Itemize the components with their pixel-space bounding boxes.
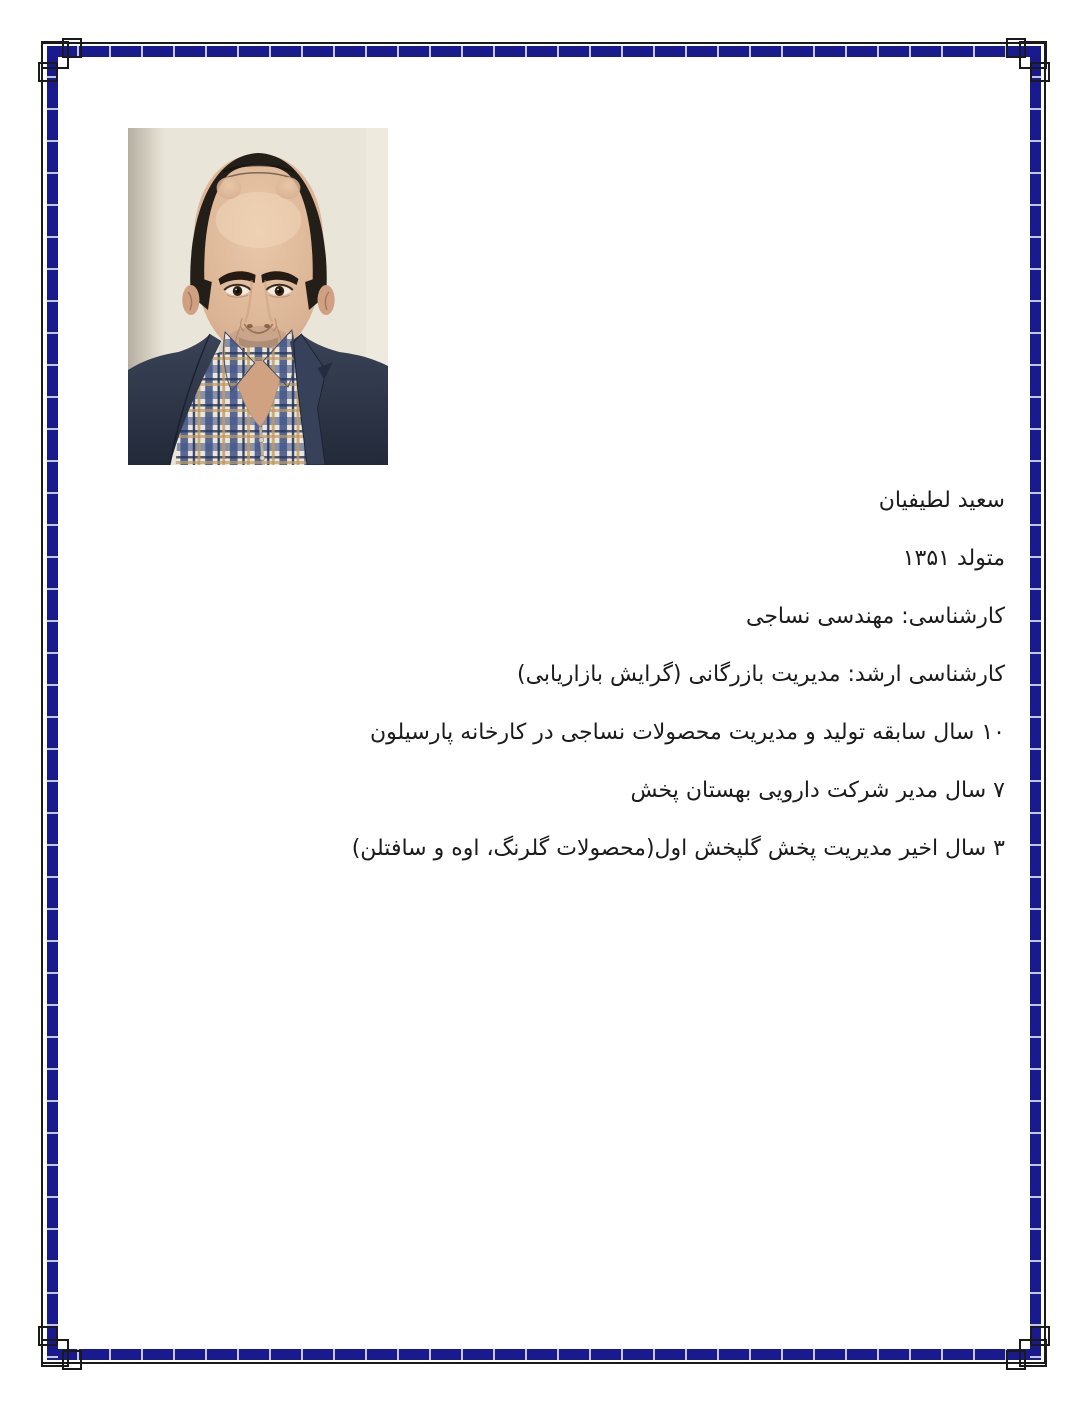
- border-corner-ornament: [62, 1350, 82, 1370]
- resume-line-name: سعید لطیفیان: [878, 488, 1005, 513]
- resume-text-block: [345, 472, 1005, 878]
- border-corner-ornament: [38, 1326, 58, 1346]
- resume-line-experience-textile: ۱۰ سال سابقه تولید و مدیریت محصولات نساجی در کارخانه پارسیلون: [369, 720, 1005, 745]
- border-corner-ornament: [62, 38, 82, 58]
- border-corner-ornament: [1006, 38, 1026, 58]
- resume-line-experience-golpakhsh: ۳ سال اخیر مدیریت پخش گلپخش اول(محصولات گلرنگ، اوه و سافتلن): [351, 836, 1005, 861]
- border-band-right: [1030, 46, 1041, 1360]
- resume-line-bachelors-degree: کارشناسی: مهندسی نساجی: [745, 604, 1005, 629]
- border-band-left: [47, 46, 58, 1360]
- border-corner-ornament: [1030, 1326, 1050, 1346]
- resume-line-birth-year: متولد ۱۳۵۱: [902, 546, 1005, 571]
- border-corner-ornament: [1006, 1350, 1026, 1370]
- resume-line-masters-degree: کارشناسی ارشد: مدیریت بازرگانی (گرایش بازاریابی): [516, 662, 1005, 687]
- profile-photo: [128, 128, 388, 465]
- border-band-bottom: [47, 1349, 1041, 1360]
- border-band-top: [47, 46, 1041, 57]
- resume-line-experience-pharma: ۷ سال مدیر شرکت دارویی بهستان پخش: [630, 778, 1005, 803]
- border-corner-ornament: [1030, 62, 1050, 82]
- border-corner-ornament: [38, 62, 58, 82]
